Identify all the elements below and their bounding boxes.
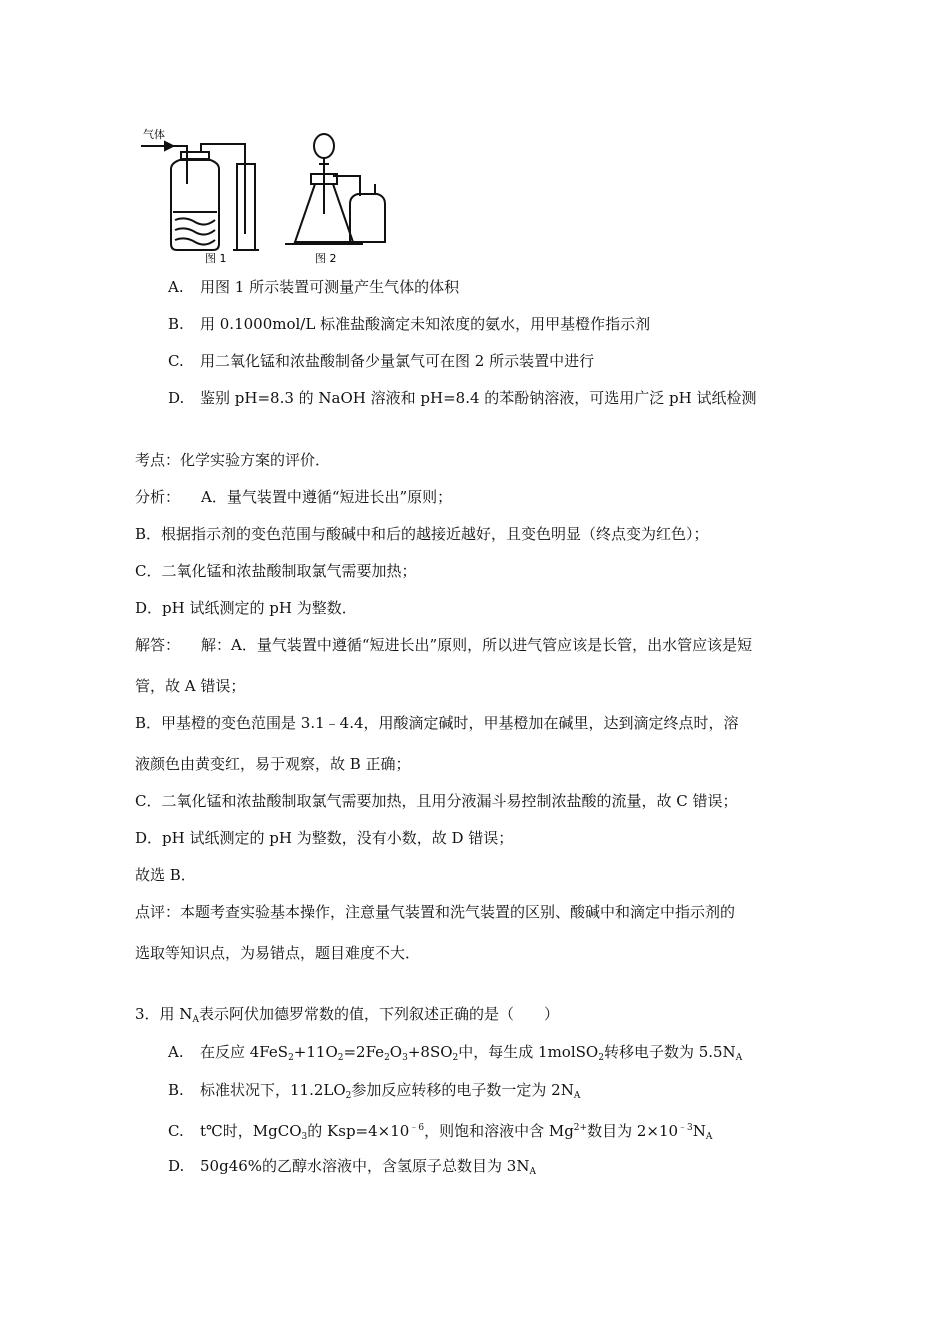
kaodian: 考点：化学实验方案的评价． xyxy=(135,451,331,469)
dianping-line2: 选取等知识点，为易错点，题目难度不大． xyxy=(135,944,421,962)
dianping-line1: 点评：本题考查实验基本操作，注意量气装置和洗气装置的区别、酸碱中和滴定中指示剂的 xyxy=(135,903,736,921)
q2-option-b: B. 用 0.1000mol/L 标准盐酸滴定未知浓度的氨水，用甲基橙作指示剂 xyxy=(168,315,651,333)
jieda-c: C．二氧化锰和浓盐酸制取氯气需要加热，且用分液漏斗易控制浓盐酸的流量，故 C 错误； xyxy=(135,792,738,810)
fig1-label: 图 1 xyxy=(205,252,227,264)
q3-option-a: A. 在反应 $4FeS_2+11O_2=2Fe_2O_3+8SO_2$中，每生成 1molSO$_2$转移电子数为 $5.5N_A$ xyxy=(168,1043,743,1063)
jieda-a-line2: 管，故 A 错误； xyxy=(135,677,246,695)
gas-label: 气体 xyxy=(143,128,165,141)
q3-option-d: D. 50g46%的乙醇水溶液中，含氢原子总数目为 $3N_A$ xyxy=(168,1157,536,1177)
q3-stem: 3．用 $N_A$表示阿伏加德罗常数的值，下列叙述正确的是（ ） xyxy=(135,1005,559,1025)
q2-option-a: A. 用图 1 所示装置可测量产生气体的体积 xyxy=(168,278,460,296)
jieda-a-line1: 解答： 解：A．量气装置中遵循“短进长出”原则，所以进气管应该是长管，出水管应该是短 xyxy=(135,636,753,654)
q3-option-b: B. 标准状况下，$11.2LO_2$参加反应转移的电子数一定为 $2N_A$ xyxy=(168,1081,581,1101)
fig2-label: 图 2 xyxy=(315,252,337,264)
fenxi-b: B．根据指示剂的变色范围与酸碱中和后的越接近越好，且变色明显（终点变为红色）； xyxy=(135,525,709,543)
apparatus-figure xyxy=(135,124,400,264)
q2-option-c: C. 用二氧化锰和浓盐酸制备少量氯气可在图 2 所示装置中进行 xyxy=(168,352,595,370)
fenxi-d: D．pH 试纸测定的 pH 为整数． xyxy=(135,599,357,617)
q3-option-c: C. t℃时，MgCO$_3$的 $Ksp=4\times 10^{﹣6}$，则饱和溶液中含 $Mg^{2+}$数目为 $2\times 10^{﹣3}N_A$ xyxy=(168,1122,713,1142)
q2-option-d: D. 鉴别 pH=8.3 的 NaOH 溶液和 pH=8.4 的苯酚钠溶液，可选用广泛 pH 试纸检测 xyxy=(168,389,757,407)
jieda-b-line1: B．甲基橙的变色范围是 3.1﹣4.4，用酸滴定碱时，甲基橙加在碱里，达到滴定终点时，溶 xyxy=(135,714,739,732)
jieda-d: D．pH 试纸测定的 pH 为整数，没有小数，故 D 错误； xyxy=(135,829,514,847)
jieda-b-line2: 液颜色由黄变红，易于观察，故 B 正确； xyxy=(135,755,411,773)
fenxi-a: 分析： A．量气装置中遵循“短进长出”原则； xyxy=(135,488,453,506)
gu-xuan: 故选 B． xyxy=(135,866,196,884)
fenxi-c: C．二氧化锰和浓盐酸制取氯气需要加热； xyxy=(135,562,417,580)
